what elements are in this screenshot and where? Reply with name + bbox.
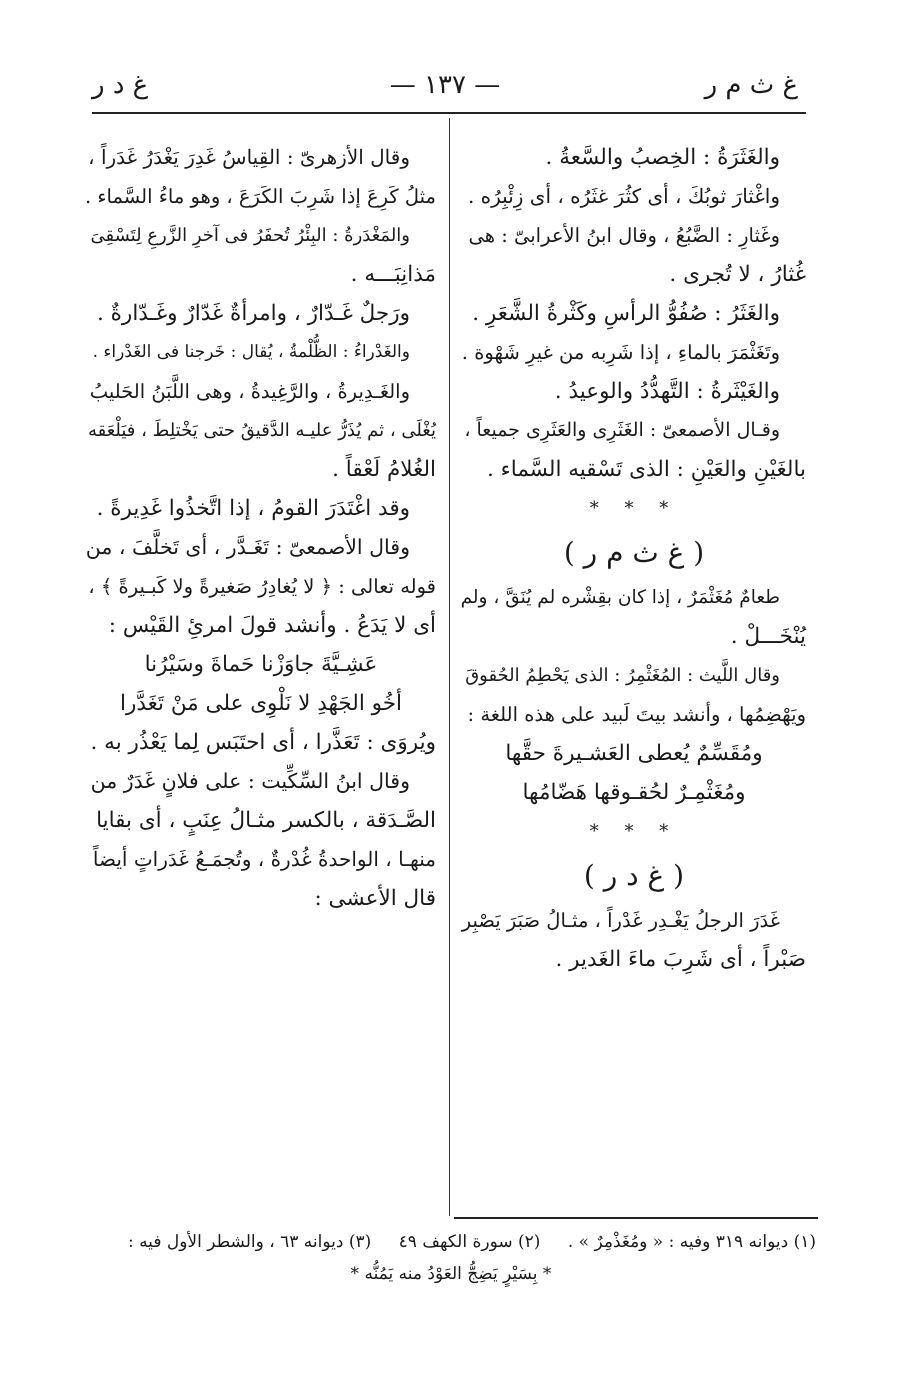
- left-column-line: أخُو الجَهْدِ لا نَلْوِى على مَنْ تَغَدَّرا: [119, 691, 403, 716]
- right-column-line: * * *: [589, 821, 679, 842]
- right-column-line: * * *: [589, 498, 679, 519]
- right-column-line: غُثارُ ، لا تُجرى .: [669, 262, 806, 287]
- left-column-line: يُغْلَى ، ثم يُذَرُّ عليـه الدَّقيقُ حتى يَخْتلِطَ ، فيَلْعَقه: [87, 420, 436, 441]
- left-column: [86, 138, 436, 918]
- right-column-line: والغَثَرُ : صُفُوُّ الرأسِ وكَثْرةُ الشَّعَرِ .: [472, 301, 780, 326]
- left-column-line: منهـا ، الواحدةُ غُدْرةٌ ، وتُجمَـعُ غَدَراتٍ أيضاً: [92, 847, 436, 871]
- footnotes: [86, 1226, 816, 1290]
- footnote-1: (١) ديوانه ٣١٩ وفيه : « ومُغَذْمِرٌ » .: [567, 1232, 816, 1252]
- right-column-line: وتَغَثْمَرَ بالماءِ ، إذا شَرِبه من غيرِ شَهْوة .: [461, 341, 780, 364]
- left-column-line: وقد اغْتَدَرَ القومُ ، إذا اتَّخذُوا غَدِيرةً .: [96, 496, 410, 521]
- page-header: [92, 66, 798, 110]
- page-number: — ١٣٧ —: [389, 70, 501, 100]
- left-column-line: قوله تعالى : ﴿ لا يُغادِرُ صَغيرةً ولا كَبـيرةً ﴾ ،: [88, 575, 436, 598]
- footnote-3: (٣) ديوانه ٦٣ ، والشطر الأول فيه :: [127, 1232, 372, 1252]
- right-column-line: غَدَرَ الرجلُ يَغْـدِر غَدْراً ، مثـالُ صَبَرَ يَصْبِر: [461, 909, 780, 932]
- right-column-line: والغَثَرَةُ : الخِصبُ والسَّعةُ .: [545, 145, 780, 170]
- left-column-line: عَشِـيَّةَ جاوَزْنا حَماةَ وسَيْرُنا: [144, 652, 378, 677]
- left-column-line: مثلُ كَرِعَ إذا شَرِبَ الكَرَعَ ، وهو ماءُ السَّماء .: [84, 185, 436, 208]
- left-column-line: ويُروَى : تَعَذَّرا ، أى احتَبَس لِما يَعْذُر به .: [90, 730, 436, 755]
- right-column-line: ( غ ث م ر ): [563, 536, 705, 569]
- right-column-line: واغْثارَ ثوبُكَ ، أى كثُرَ غثَرُه ، أى زِئْبِرُه .: [467, 184, 780, 208]
- header-root-left: غ د ر: [92, 70, 149, 100]
- right-column-line: ومُقَسِّمٌ يُعطى العَشـيرةَ حقَّها: [505, 741, 763, 766]
- left-column-line: مَذانِبَـــه .: [350, 262, 436, 287]
- right-column-line: ( غ د ر ): [583, 859, 685, 892]
- left-column-line: وقال ابنُ السِّكِّيت : على فلانٍ غَدَرٌ من: [90, 769, 410, 793]
- footnote-rule: [454, 1217, 818, 1219]
- left-column-line: قال الأعشى :: [314, 886, 436, 911]
- header-root-right: غ ث م ر: [704, 70, 798, 100]
- left-column-line: وقال الأصمعىّ : تَغَـدَّر ، أى تَخلَّفَ ، من: [85, 535, 410, 559]
- left-column-line: الصَّـدَقة ، بالكسر مثـالُ عِنَبٍ ، أى بقايا: [96, 808, 436, 833]
- right-column-line: وقـال الأصمعىّ : الغَثَرِى والعَثَرِى جميعاً ،: [464, 419, 780, 441]
- right-column-line: يُنْخَـــلْ .: [730, 624, 806, 649]
- right-column-line: والغَيْثَرةُ : التَّهدُّدُ والوعيدُ .: [554, 379, 780, 404]
- left-column-line: والغَدْراءُ : الظُّلْمةُ ، يُقال : خَرجنا فى الغَدْراء .: [92, 342, 410, 362]
- left-column-line: أى لا يَدَعُ . وأنشد قولَ امرئِ القَيْس :: [108, 613, 436, 638]
- right-column-line: صَبْراً ، أى شَرِبَ ماءَ الغَدير .: [555, 947, 806, 972]
- footnote-row: [86, 1226, 816, 1258]
- footnote-verse: * بِسَيْرٍ يَضِجُّ العَوْدُ منه يَمُنُّه *: [350, 1264, 552, 1284]
- left-column-line: والمَغْدَرةُ : البِئْرُ تُحفَرُ فى آخرِ الزَّرعِ لِتَسْقِىَ: [90, 225, 410, 246]
- left-column-line: وقال الأزهرىّ : القِياسُ غَدِرَ يَغْدَرُ غَدَراً ،: [88, 145, 410, 169]
- right-column-line: ومُغَثْمِـرٌ لحُقـوقها هَضّامُها: [522, 780, 746, 805]
- footnote-2: (٢) سورة الكهف ٤٩: [398, 1232, 541, 1252]
- right-column-line: بالغَيْنِ والعَيْنِ : الذى تَسْقيه السَّماء .: [486, 457, 806, 482]
- left-column-line: والغَـدِيرةُ ، والرَّغِيدةُ ، وهى اللَّبَنُ الحَليبُ: [89, 380, 410, 403]
- left-column-line: ورَجلٌ غَـدّارٌ ، وامرأةٌ غَدّارٌ وغَـدّارةٌ .: [97, 301, 410, 326]
- right-column-line: طعامٌ مُغَثْمَرٌ ، إذا كان بقِشْره لم يُنَقَّ ، ولم: [460, 587, 780, 608]
- right-column-line: وقال اللَّيث : المُغَثْمِرُ : الذى يَحْطِمُ الحُقوقَ: [465, 665, 780, 686]
- column-divider: [449, 118, 450, 1216]
- left-column-line: الغُلامُ لَعْقاً .: [332, 457, 436, 482]
- right-column-line: ويَهْضِمُها ، وأنشد بيتَ لَبيد على هذه اللغة :: [467, 703, 806, 726]
- right-column-line: وغَثارِ : الضَّبُعُ ، وقال ابنُ الأعرابىّ : هى: [468, 224, 780, 247]
- header-rule: [92, 112, 806, 114]
- right-column: [462, 138, 806, 979]
